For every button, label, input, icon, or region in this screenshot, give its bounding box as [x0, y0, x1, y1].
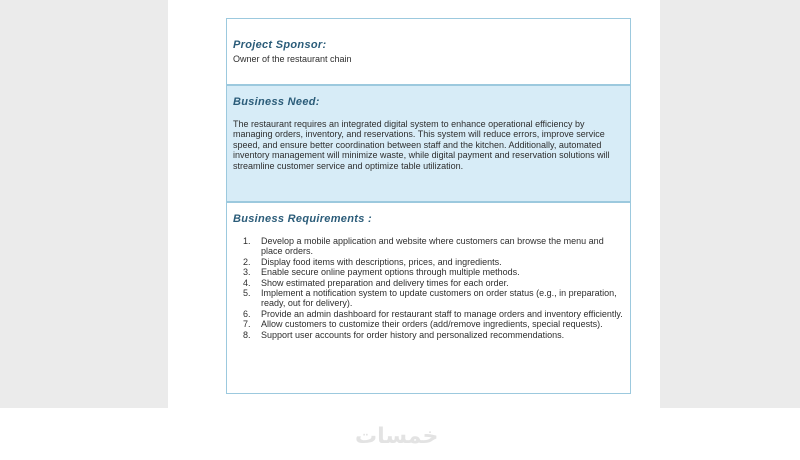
- requirement-number: 1.: [243, 236, 251, 246]
- watermark-logo: خمسات: [355, 424, 439, 449]
- requirement-text: Develop a mobile application and website where customers can browse the menu and place orders.: [261, 236, 604, 257]
- requirement-text: Implement a notification system to update customers on order status (e.g., in preparation, ready, out for delivery).: [261, 288, 617, 309]
- business-need-heading: Business Need:: [233, 96, 320, 108]
- requirement-item: [243, 319, 626, 329]
- requirement-item: [243, 267, 626, 277]
- requirement-text: Support user accounts for order history and personalized recommendations.: [261, 329, 565, 340]
- requirement-item: [243, 236, 626, 257]
- requirement-number: 2.: [243, 256, 251, 267]
- requirement-text: Allow customers to customize their orders (add/remove ingredients, special requests).: [261, 319, 603, 330]
- requirement-number: 4.: [243, 277, 251, 288]
- requirement-item: [243, 278, 626, 288]
- requirement-text: Enable secure online payment options through multiple methods.: [261, 267, 520, 278]
- requirement-number: 8.: [243, 329, 251, 340]
- requirement-number: 5.: [243, 288, 251, 299]
- requirement-item: [243, 309, 626, 319]
- requirement-item: [243, 257, 626, 267]
- project-sponsor-section: [226, 18, 631, 85]
- requirement-number: 7.: [243, 319, 251, 330]
- requirement-number: 3.: [243, 267, 251, 278]
- business-requirements-heading: Business Requirements :: [233, 213, 372, 225]
- requirements-list: [243, 236, 626, 340]
- business-requirements-section: [226, 202, 631, 394]
- business-need-section: [226, 85, 631, 202]
- requirement-number: 6.: [243, 308, 251, 319]
- project-sponsor-value: Owner of the restaurant chain: [233, 54, 352, 64]
- requirement-text: Show estimated preparation and delivery times for each order.: [261, 277, 509, 288]
- requirement-item: [243, 330, 626, 340]
- requirement-item: [243, 288, 626, 309]
- project-sponsor-heading: Project Sponsor:: [233, 39, 327, 51]
- requirement-text: Provide an admin dashboard for restaurant staff to manage orders and inventory efficiently.: [261, 308, 623, 319]
- requirement-text: Display food items with descriptions, prices, and ingredients.: [261, 256, 502, 267]
- business-need-text: The restaurant requires an integrated digital system to enhance operational efficiency by managing orders, inventory, and reservations. This system will reduce errors, improve service speed, and ensure better coordination between staff and the kitchen. Additionally, automated inventory management will minimize waste, while digital payment and reservation solutions will streamline customer service and optimize table utilization.: [233, 119, 610, 171]
